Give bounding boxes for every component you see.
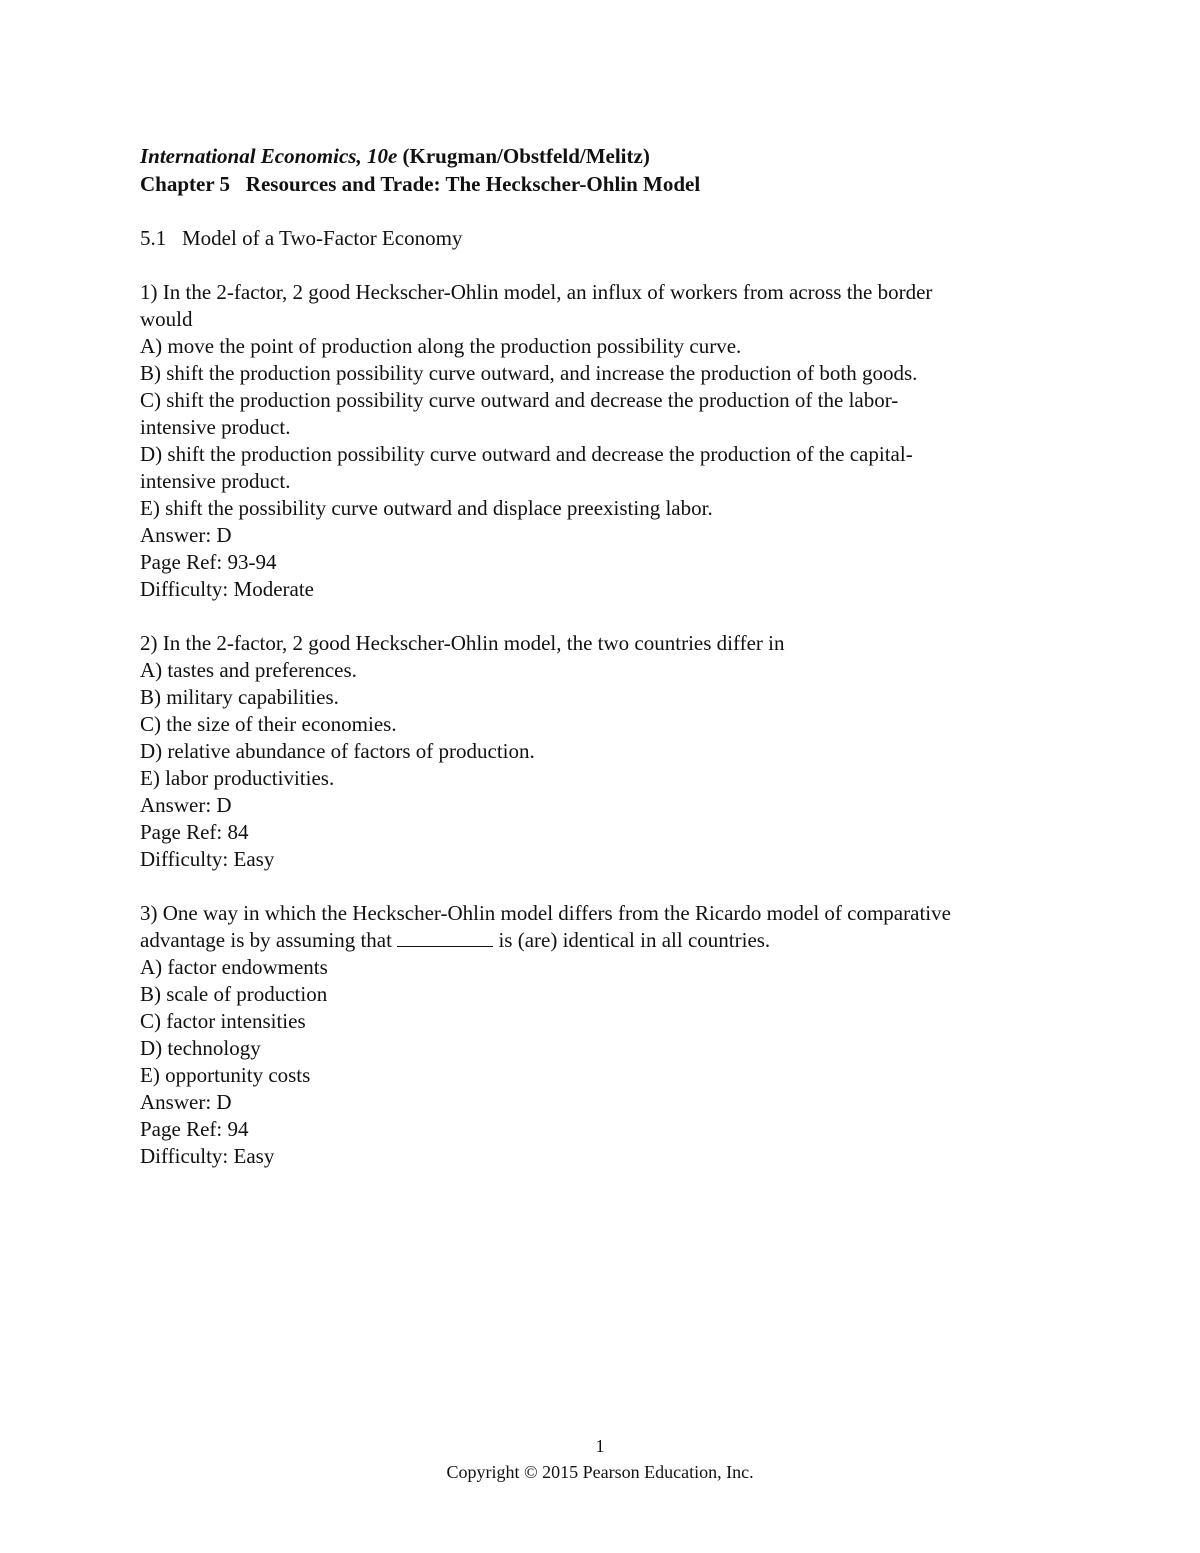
answer-option: E) labor productivities. — [140, 766, 335, 790]
answer-option: B) military capabilities. — [140, 685, 339, 709]
book-header — [140, 142, 1070, 170]
page-reference: Page Ref: 93-94 — [140, 550, 277, 574]
answer-option: B) scale of production — [140, 982, 328, 1006]
chapter-label: Chapter 5 — [140, 172, 231, 196]
answer-option-continued: intensive product. — [140, 469, 291, 493]
difficulty-level: Difficulty: Easy — [140, 847, 275, 871]
section-title: Model of a Two-Factor Economy — [182, 226, 463, 250]
chapter-title: Resources and Trade: The Heckscher-Ohlin Model — [245, 172, 701, 196]
difficulty-level: Difficulty: Easy — [140, 1144, 275, 1168]
answer-option: D) relative abundance of factors of production. — [140, 739, 535, 763]
answer-option: C) factor intensities — [140, 1009, 306, 1033]
page-reference: Page Ref: 84 — [140, 820, 249, 844]
correct-answer: Answer: D — [140, 1090, 232, 1114]
answer-option-continued: intensive product. — [140, 415, 291, 439]
spacer — [140, 198, 1070, 225]
difficulty-level: Difficulty: Moderate — [140, 577, 314, 601]
correct-answer: Answer: D — [140, 523, 232, 547]
book-title: International Economics, 10e — [140, 144, 398, 168]
chapter-header — [140, 170, 1070, 198]
spacer — [140, 873, 1070, 900]
stem-text-before-blank: advantage is by assuming that — [140, 928, 398, 952]
section-number: 5.1 — [140, 226, 167, 250]
question-stem-continued — [140, 927, 1070, 954]
question-2 — [140, 630, 1070, 873]
page-reference: Page Ref: 94 — [140, 1117, 249, 1141]
question-stem: 3) One way in which the Heckscher-Ohlin model differs from the Ricardo model of comparative — [140, 901, 951, 925]
stem-text-after-blank: is (are) identical in all countries. — [493, 928, 771, 952]
answer-option: A) move the point of production along the production possibility curve. — [140, 334, 742, 358]
question-stem-continued: would — [140, 307, 193, 331]
question-stem: 2) In the 2-factor, 2 good Heckscher-Ohlin model, the two countries differ in — [140, 631, 785, 655]
answer-option: C) the size of their economies. — [140, 712, 397, 736]
correct-answer: Answer: D — [140, 793, 232, 817]
page-number: 1 — [595, 1436, 605, 1456]
question-stem: 1) In the 2-factor, 2 good Heckscher-Ohlin model, an influx of workers from across the border — [140, 280, 933, 304]
page-content — [140, 142, 1070, 1170]
answer-option: D) technology — [140, 1036, 261, 1060]
answer-option: E) shift the possibility curve outward and displace preexisting labor. — [140, 496, 713, 520]
copyright-notice: Copyright © 2015 Pearson Education, Inc. — [446, 1462, 754, 1482]
spacer — [140, 603, 1070, 630]
question-3 — [140, 900, 1070, 1170]
question-1 — [140, 279, 1070, 603]
answer-option: B) shift the production possibility curve outward, and increase the production of both goods. — [140, 361, 918, 385]
answer-option: A) factor endowments — [140, 955, 328, 979]
answer-option: E) opportunity costs — [140, 1063, 311, 1087]
fill-in-blank — [397, 928, 493, 947]
spacer — [140, 252, 1070, 279]
answer-option: D) shift the production possibility curve outward and decrease the production of the capital- — [140, 442, 913, 466]
book-authors: (Krugman/Obstfeld/Melitz) — [402, 144, 650, 168]
section-heading — [140, 225, 1070, 252]
answer-option: C) shift the production possibility curve outward and decrease the production of the labor- — [140, 388, 899, 412]
answer-option: A) tastes and preferences. — [140, 658, 357, 682]
